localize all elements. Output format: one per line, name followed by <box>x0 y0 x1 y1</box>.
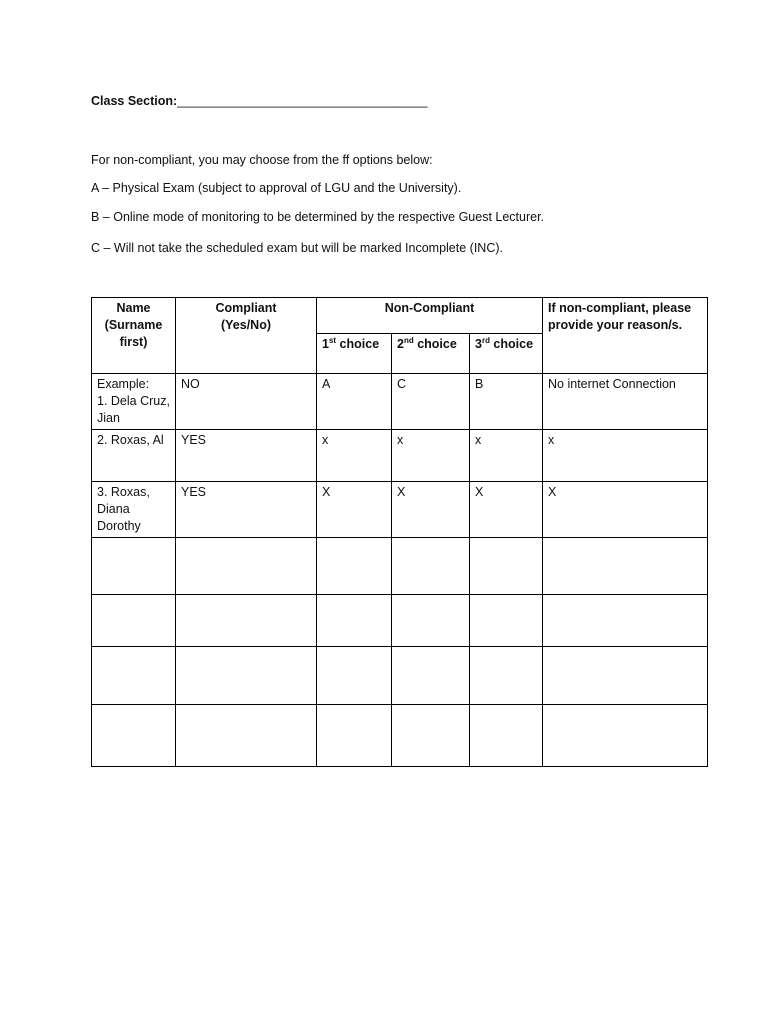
third-choice-number: 3 <box>475 337 482 351</box>
empty-cell[interactable] <box>92 705 176 767</box>
empty-cell[interactable] <box>317 647 392 705</box>
compliant-header-line-1: Compliant <box>215 301 277 315</box>
first-choice-header <box>317 334 392 374</box>
name-line: 3. Roxas, <box>97 485 150 499</box>
name-line: Diana <box>97 502 130 516</box>
empty-cell[interactable] <box>317 538 392 595</box>
empty-table-row <box>92 538 708 595</box>
empty-cell[interactable] <box>392 595 470 647</box>
name-line: Example: <box>97 377 150 391</box>
class-section-label: Class Section: <box>91 94 178 108</box>
name-header-line-1: Name <box>116 301 151 315</box>
empty-table-row <box>92 595 708 647</box>
reason-cell[interactable]: No internet Connection <box>543 374 708 430</box>
name-header-line-2: (Surname <box>104 318 163 332</box>
third-choice-word: choice <box>489 337 534 351</box>
third-choice-cell[interactable]: x <box>470 430 543 482</box>
empty-cell[interactable] <box>392 647 470 705</box>
third-choice-cell[interactable]: X <box>470 482 543 538</box>
table-row <box>92 374 708 430</box>
first-choice-cell[interactable]: X <box>317 482 392 538</box>
compliant-cell[interactable]: YES <box>176 482 317 538</box>
empty-cell[interactable] <box>392 538 470 595</box>
name-header-line-3: first) <box>119 335 148 349</box>
empty-cell[interactable] <box>543 705 708 767</box>
empty-cell[interactable] <box>92 647 176 705</box>
first-choice-suffix: st <box>328 336 337 345</box>
third-choice-header <box>470 334 543 374</box>
second-choice-number: 2 <box>397 337 404 351</box>
compliant-header-line-2: (Yes/No) <box>220 318 271 332</box>
name-line: Jian <box>97 411 120 425</box>
empty-table-row <box>92 705 708 767</box>
name-cell[interactable] <box>92 374 176 430</box>
empty-cell[interactable] <box>470 705 543 767</box>
reason-header-line-2: provide your reason/s. <box>548 318 683 332</box>
third-choice-cell[interactable]: B <box>470 374 543 430</box>
compliant-cell[interactable]: NO <box>176 374 317 430</box>
second-choice-cell[interactable]: X <box>392 482 470 538</box>
first-choice-number: 1 <box>322 337 329 351</box>
empty-cell[interactable] <box>543 538 708 595</box>
name-line: Dorothy <box>97 519 141 533</box>
second-choice-suffix: nd <box>403 336 414 345</box>
reason-cell[interactable]: x <box>543 430 708 482</box>
compliant-cell[interactable]: YES <box>176 430 317 482</box>
first-choice-word: choice <box>336 337 380 351</box>
empty-cell[interactable] <box>176 538 317 595</box>
empty-table-row <box>92 647 708 705</box>
table-row <box>92 482 708 538</box>
reason-column-header <box>543 298 708 374</box>
name-cell[interactable] <box>92 482 176 538</box>
empty-cell[interactable] <box>470 647 543 705</box>
empty-cell[interactable] <box>470 538 543 595</box>
non-compliant-group-header: Non-Compliant <box>317 298 543 334</box>
empty-cell[interactable] <box>317 705 392 767</box>
empty-cell[interactable] <box>543 647 708 705</box>
class-section-blank[interactable]: ____________________________________ <box>177 94 428 108</box>
header-row <box>92 298 708 334</box>
second-choice-header <box>392 334 470 374</box>
name-line: 2. Roxas, Al <box>97 433 164 447</box>
compliant-column-header <box>176 298 317 374</box>
second-choice-word: choice <box>413 337 457 351</box>
empty-cell[interactable] <box>543 595 708 647</box>
option-c-text: C – Will not take the scheduled exam but will be marked Incomplete (INC). <box>91 241 503 255</box>
empty-cell[interactable] <box>392 705 470 767</box>
empty-cell[interactable] <box>92 595 176 647</box>
name-cell[interactable] <box>92 430 176 482</box>
empty-cell[interactable] <box>176 647 317 705</box>
name-column-header <box>92 298 176 374</box>
option-a-text: A – Physical Exam (subject to approval of LGU and the University). <box>91 181 462 195</box>
table-row <box>92 430 708 482</box>
reason-header-line-1: If non-compliant, please <box>548 301 692 315</box>
second-choice-cell[interactable]: x <box>392 430 470 482</box>
option-b-text: B – Online mode of monitoring to be determined by the respective Guest Lecturer. <box>91 210 545 224</box>
first-choice-cell[interactable]: x <box>317 430 392 482</box>
first-choice-cell[interactable]: A <box>317 374 392 430</box>
instructions-intro: For non-compliant, you may choose from the ff options below: <box>91 153 433 167</box>
empty-cell[interactable] <box>176 595 317 647</box>
empty-cell[interactable] <box>470 595 543 647</box>
class-section-field <box>91 94 427 108</box>
empty-cell[interactable] <box>176 705 317 767</box>
third-choice-suffix: rd <box>481 336 490 345</box>
empty-cell[interactable] <box>317 595 392 647</box>
name-line: 1. Dela Cruz, <box>97 394 170 408</box>
empty-cell[interactable] <box>92 538 176 595</box>
reason-cell[interactable]: X <box>543 482 708 538</box>
second-choice-cell[interactable]: C <box>392 374 470 430</box>
compliance-table <box>91 297 708 767</box>
